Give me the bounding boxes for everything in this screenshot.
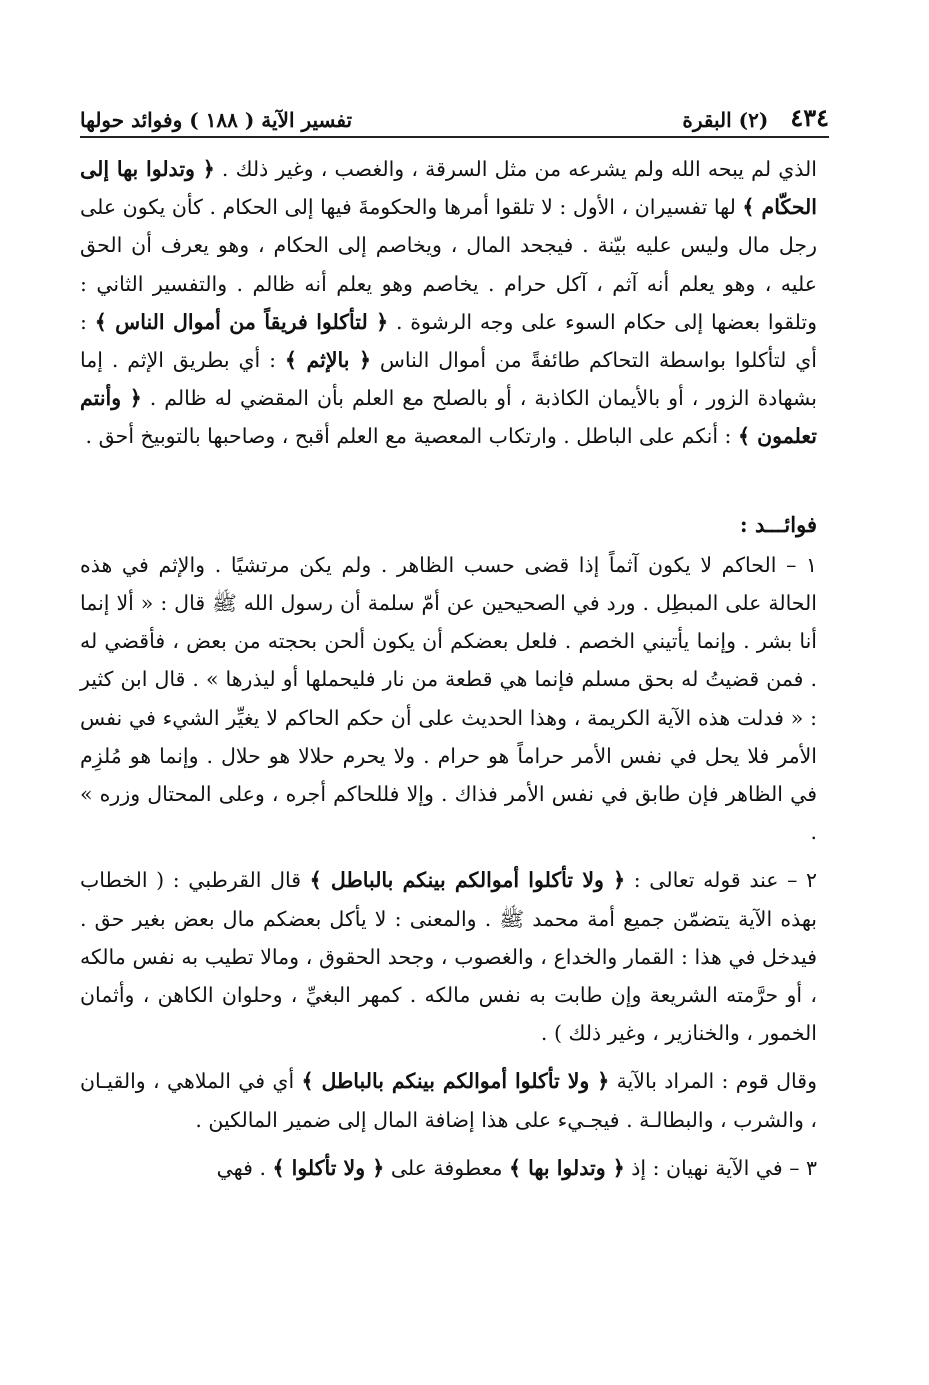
- benefit-2b-text-1: وقال قوم : المراد بالآية: [609, 1069, 817, 1094]
- section-gap: [80, 456, 817, 506]
- page-body: [80, 150, 817, 1187]
- intro-paragraph: [80, 150, 817, 456]
- page-header: [80, 96, 829, 138]
- benefit-2b-text-2: أي في الملاهي ، والقيـان ، والشرب ، والبطالـة . فيجـيء على هذا إضافة المال إلى ضمير المالكين .: [80, 1069, 817, 1132]
- fawaid-heading: فوائـــد :: [739, 511, 817, 537]
- quran-quote: ﴿ ولا تأكلوا أموالكم بينكم بالباطل ﴾: [309, 868, 626, 893]
- page-number: ٤٣٤: [790, 103, 829, 132]
- quran-quote: ﴿ بالإثم ﴾: [284, 348, 371, 373]
- header-right: [682, 103, 829, 132]
- surah-name: (٢) البقرة: [682, 108, 769, 132]
- quran-quote: ﴿ وتدلوا بها ﴾: [509, 1155, 625, 1180]
- benefit-1: ١ – الحاكم لا يكون آثماً إذا قضى حسب الظاهر . ولم يكن مرتشيًا . والإثم في هذه الحالة على المبطِل . ورد في الصحيحين عن أمّ سلمة أن رسول الله ﷺ قال : « ألا إنما أنا بشر . وإنما يأتيني الخصم . فلعل بعضكم أن يكون ألحن بحجته من بعض ، فأقضي له . فمن قضيتُ له بحق مسلم فإنما هي قطعة من نار فليحملها أو ليذرها » . قال ابن كثير : « فدلت هذه الآية الكريمة ، وهذا الحديث على أن حكم الحاكم لا يغيِّر الشيء في نفس الأمر فلا يحل في نفس الأمر حراماً هو حرام . ولا يحرم حلالا هو حلال . وإنما هو مُلزِم في الظاهر فإن طابق في نفس الأمر فذاك . وإلا فللحاكم أجره ، وعلى المحتال وزره » .: [80, 552, 817, 845]
- intro-text-2: لها تفسيران ، الأول : لا تلقوا أمرها والحكومةَ فيها إلى الحكام . كأن يكون على رجل مال وليس عليه بيّنة . فيجحد المال ، ويخاصم إلى الحكام ، وهو يعرف أن الحق عليه ، وهو يعلم أنه آثم ، آكل حرام . يخاصم وهو يعلم أنه ظالم . والتفسير الثاني : وتلقوا بعضها إلى حكام السوء على وجه الرشوة .: [80, 195, 817, 334]
- benefit-2-text-2: قال القرطبي : ( الخطاب بهذه الآية يتضمّن جميع أمة محمد ﷺ . والمعنى : لا يأكل بعضكم مال بعض بغير حق . فيدخل في هذا : القمار والخداع ، والغصوب ، وجحد الحقوق ، ومالا تطيب به نفس مالكه ، أو حرَّمته الشريعة وإن طابت به نفس مالكه . كمهر البغيِّ ، وحلوان الكاهن ، وأثمان الخمور ، والخنازير ، وغير ذلك ) .: [80, 868, 817, 1046]
- intro-text-5: : أنكم على الباطل . وارتكاب المعصية مع العلم أقبح ، وصاحبها بالتوبيخ أحق .: [85, 424, 738, 449]
- benefit-3-text-3: . فهي: [216, 1155, 273, 1180]
- benefit-3-text-1: ٣ – في الآية نهيان : إذ: [624, 1155, 817, 1180]
- quran-quote: ﴿ ولا تأكلوا أموالكم بينكم بالباطل ﴾: [301, 1069, 610, 1094]
- benefit-3-text-2: معطوفة على: [384, 1155, 510, 1180]
- quran-quote: ﴿ وتدلوا بها إلى الحكّام ﴾: [80, 157, 817, 220]
- quran-quote: ﴿ وأنتم تعلمون ﴾: [80, 386, 817, 449]
- intro-text-1: الذي لم يبحه الله ولم يشرعه من مثل السرقة ، والغصب ، وغير ذلك .: [214, 157, 817, 181]
- benefit-2-text-1: ٢ – عند قوله تعالى :: [625, 868, 818, 893]
- benefit-2-continued: [80, 1062, 817, 1138]
- intro-text-3: : أي لتأكلوا بواسطة التحاكم طائفةً من أموال الناس: [80, 309, 817, 373]
- quran-quote: ﴿ لتأكلوا فريقاً من أموال الناس ﴾: [94, 309, 389, 334]
- section-title: تفسير الآية ( ١٨٨ ) وفوائد حولها: [80, 108, 353, 132]
- quran-quote: ﴿ ولا تأكلوا ﴾: [272, 1155, 385, 1180]
- benefit-3: [80, 1149, 817, 1187]
- benefit-2: [80, 861, 817, 1052]
- intro-text-4: : أي بطريق الإثم . إما بشهادة الزور ، أو بالأيمان الكاذبة ، أو بالصلح مع العلم بأن المقضي له ظالم .: [80, 348, 818, 411]
